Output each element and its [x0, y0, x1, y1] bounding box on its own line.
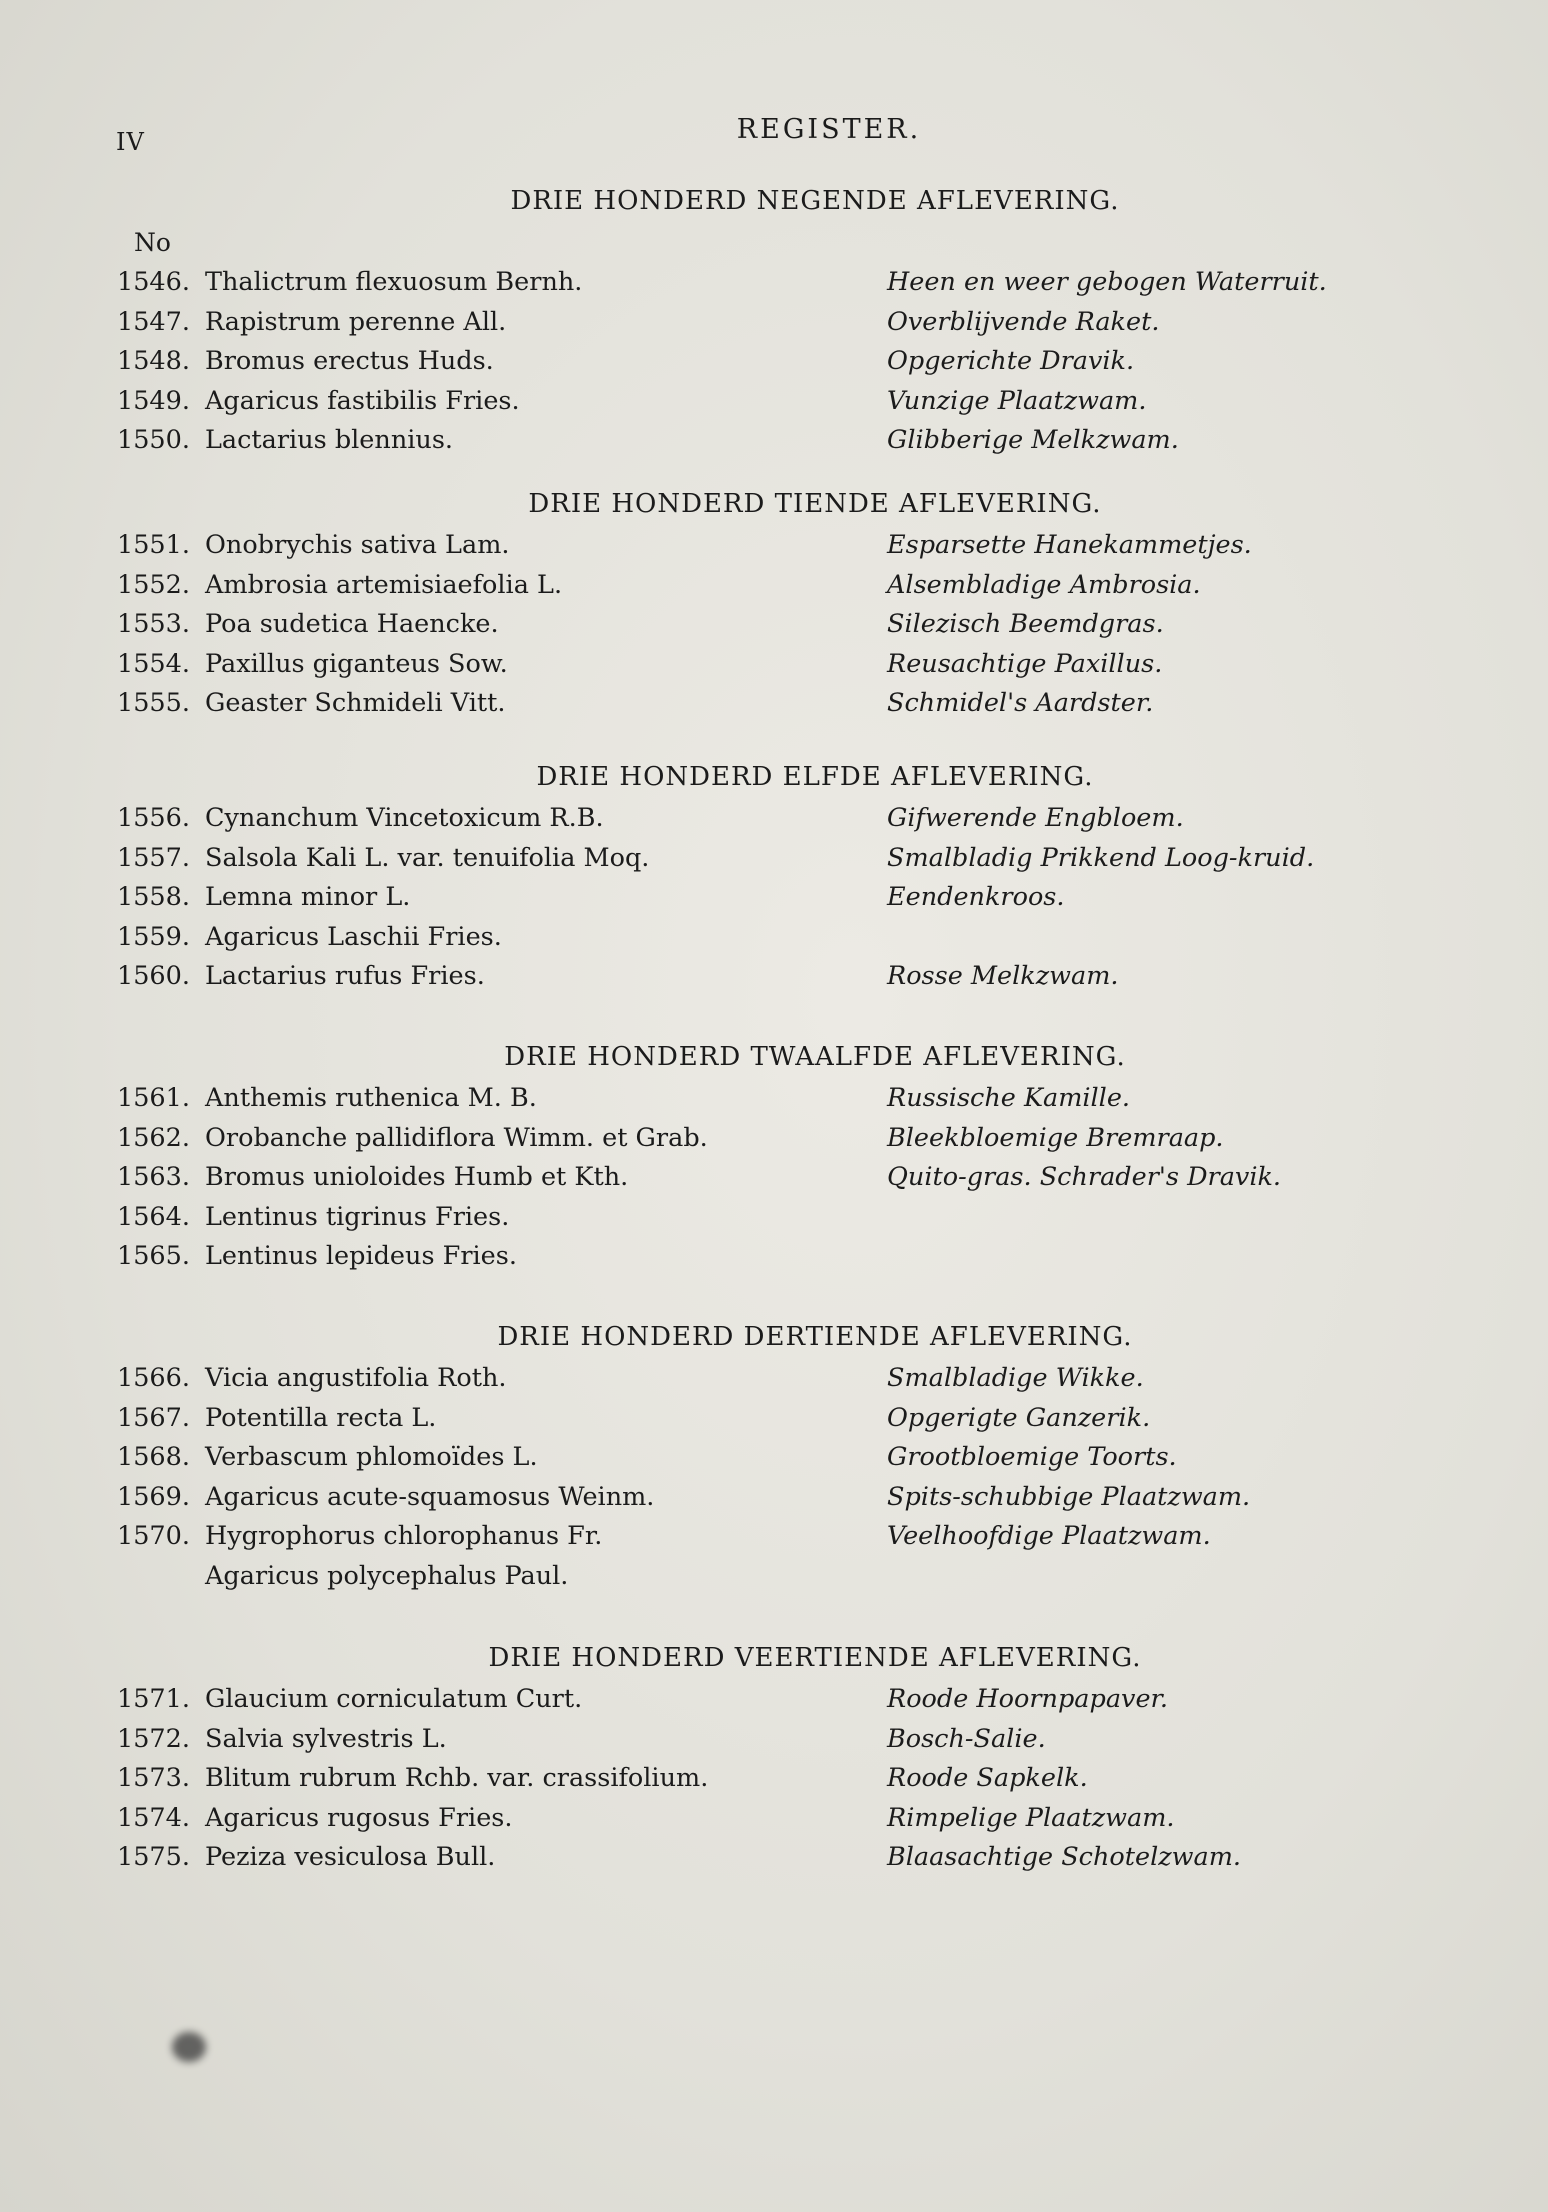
- entry-row: 1546. Thalictrum flexuosum Bernh. Heen en weer gebogen Waterruit.: [116, 267, 1327, 297]
- running-title: REGISTER.: [736, 114, 922, 145]
- entry-row: 1553. Poa sudetica Haencke. Silezisch Beemdgras.: [116, 609, 1164, 639]
- number-column-header: No: [134, 228, 171, 257]
- section-heading: DRIE HONDERD ELFDE AFLEVERING.: [536, 762, 1094, 792]
- section-heading: DRIE HONDERD NEGENDE AFLEVERING.: [510, 186, 1120, 216]
- entry-row: 1556. Cynanchum Vincetoxicum R.B. Gifwerende Engbloem.: [116, 803, 1184, 833]
- entry-row: 1562. Orobanche pallidiflora Wimm. et Grab. Bleekbloemige Bremraap.: [116, 1122, 1224, 1153]
- ink-smudge: [172, 2032, 206, 2062]
- entry-row: 1549. Agaricus fastibilis Fries. Vunzige Plaatzwam.: [116, 385, 1147, 416]
- entry-row: 1550. Lactarius blennius. Glibberige Melkzwam.: [116, 425, 1179, 455]
- section-313: [110, 1315, 1410, 1596]
- entry-row: 1557. Salsola Kali L. var. tenuifolia Moq. Smalbladig Prikkend Loog-kruid.: [116, 842, 1315, 873]
- entry-row: 1548. Bromus erectus Huds. Opgerichte Dravik.: [116, 346, 1135, 376]
- section-309: [110, 179, 1410, 461]
- entry-row: 1554. Paxillus giganteus Sow. Reusachtige Paxillus.: [116, 648, 1163, 679]
- entry-row: 1568. Verbascum phlomoïdes L. Grootbloemige Toorts.: [116, 1442, 1177, 1472]
- entry-row: 1570. Hygrophorus chlorophanus Fr. Veelhoofdige Plaatzwam.: [116, 1521, 1211, 1551]
- entry-row: 1552. Ambrosia artemisiaefolia L. Alsembladige Ambrosia.: [116, 569, 1201, 600]
- entry-row: 1573. Blitum rubrum Rchb. var. crassifolium. Roode Sapkelk.: [116, 1763, 1088, 1793]
- entry-row: 1569. Agaricus acute-squamosus Weinm. Spits-schubbige Plaatzwam.: [116, 1481, 1251, 1512]
- section-heading: DRIE HONDERD TWAALFDE AFLEVERING.: [504, 1042, 1126, 1072]
- entry-row: 1572. Salvia sylvestris L. Bosch-Salie.: [116, 1723, 1046, 1754]
- section-heading: DRIE HONDERD VEERTIENDE AFLEVERING.: [488, 1643, 1142, 1673]
- entry-row: 1547. Rapistrum perenne All. Overblijvende Raket.: [116, 306, 1160, 337]
- entry-row: 1564. Lentinus tigrinus Fries.: [116, 1201, 510, 1232]
- entry-row: 1560. Lactarius rufus Fries. Rosse Melkzwam.: [116, 961, 1119, 991]
- entry-row: 1561. Anthemis ruthenica M. B. Russische Kamille.: [116, 1083, 1131, 1113]
- entry-row: 1566. Vicia angustifolia Roth. Smalbladige Wikke.: [116, 1363, 1144, 1393]
- entry-row: 1551. Onobrychis sativa Lam. Esparsette Hanekammetjes.: [116, 530, 1252, 560]
- entry-row: Agaricus polycephalus Paul.: [205, 1560, 569, 1591]
- entry-row: 1571. Glaucium corniculatum Curt. Roode Hoornpapaver.: [116, 1684, 1169, 1714]
- section-312: [110, 1035, 1410, 1277]
- entry-row: 1559. Agaricus Laschii Fries.: [116, 921, 502, 952]
- section-310: [110, 482, 1410, 724]
- section-311: [110, 755, 1410, 997]
- entry-row: 1558. Lemna minor L. Eendenkroos.: [116, 882, 1065, 912]
- entry-row: 1565. Lentinus lepideus Fries.: [116, 1241, 517, 1271]
- entry-row: 1574. Agaricus rugosus Fries. Rimpelige Plaatzwam.: [116, 1802, 1175, 1833]
- section-heading: DRIE HONDERD DERTIENDE AFLEVERING.: [497, 1322, 1133, 1352]
- entry-row: 1563. Bromus unioloides Humb et Kth. Quito-gras. Schrader's Dravik.: [116, 1162, 1282, 1192]
- page-number: IV: [116, 128, 145, 156]
- section-heading: DRIE HONDERD TIENDE AFLEVERING.: [528, 489, 1102, 519]
- section-314: [110, 1636, 1410, 1878]
- entry-row: 1555. Geaster Schmideli Vitt. Schmidel's Aardster.: [116, 688, 1154, 718]
- entry-row: 1567. Potentilla recta L. Opgerigte Ganzerik.: [116, 1402, 1151, 1433]
- entry-row: 1575. Peziza vesiculosa Bull. Blaasachtige Schotelzwam.: [116, 1842, 1241, 1872]
